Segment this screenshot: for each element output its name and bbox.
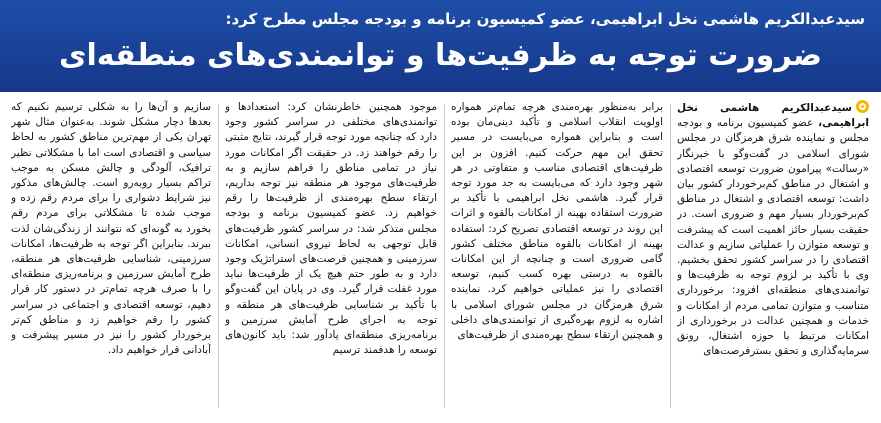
article-column-4: سازیم و آن‌ها را به شکلی ترسیم نکنیم که بعدها دچار مشکل شوند. به‌عنوان مثال شهر تهران یکی از مهم‌ترین مناطق کشور به لحاظ سیاسی و اقتصادی است اما با مشکلاتی نظیر ترافیک، آلودگی و چالش مسکن به موجب تراکم بسیار روبه‌رو است. چالش‌های مذکور نیز شرایط دشواری را برای مردم رقم زده و موجب شده تا مشکلاتی برای مردم رقم بخورد به گونه‌ای که نتوانند از زندگی‌شان لذت ببرند. بنابراین اگر توجه به ظرفیت‌ها، امکانات سرزمینی، شناسایی ظرفیت‌های هر منطقه، طرح آمایش سرزمین و برنامه‌ریزی منطقه‌ای را با صرف هرچه تمام‌تر در دستور کار قرار دهیم، توسعه اقتصادی و اجتماعی در سراسر کشور را رقم خواهیم زد و مناطق کم‌تر برخوردار کشور را نیز در مسیر پیشرفت و آبادانی قرار خواهیم داد. bbox=[11, 101, 211, 357]
column-divider bbox=[444, 104, 445, 408]
article-column-1 bbox=[677, 100, 869, 418]
article-column-3: موجود همچنین خاطرنشان کرد: استعدادها و توانمندی‌های مختلفی در سراسر کشور وجود دارد که چنانچه مورد توجه قرار گیرند، نتایج مثبتی را رقم خواهند زد. در حقیقت اگر امکانات مورد نیاز در تمامی مناطق را فراهم سازیم و به ظرفیت‌های موجود هر منطقه نیز توجه بداریم، ارتقاء سطح بهره‌مندی از ظرفیت‌ها را رقم خواهیم زد. عضو کمیسیون برنامه و بودجه مجلس متذکر شد: در سراسر کشور ظرفیت‌های قابل توجهی به لحاظ نیروی انسانی، امکانات سرزمینی و همچنین فرصت‌های استراتژیک وجود دارد و به طور حتم هیچ یک از ظرفیت‌ها نباید مورد غفلت قرار گیرد. وی در پایان این گفت‌وگو با تأکید بر شناسایی ظرفیت‌های هر منطقه و توجه به اجرای طرح آمایش سرزمین و برنامه‌ریزی منطقه‌ای یادآور شد: باید کانون‌های توسعه را هدفمند ترسیم bbox=[225, 101, 437, 357]
article-header bbox=[0, 0, 881, 92]
article-column-1-text: عضو کمیسیون برنامه و بودجه مجلس و نماینده شرق هرمزگان در مجلس شورای اسلامی در گفت‌وگو با خبرنگار «رسالت» پیرامون ضرورت توسعه اقتصادی و اشتغال در مناطق کم‌برخوردار کشور بیان داشت: توسعه اقتصادی و اشتغال در مناطق کم‌برخوردار بسیار مهم و ضروری است. در حقیقت بسیار حائز اهمیت است که پیشرفت و توسعه متوازن را عملیاتی سازیم و عدالت اقتصادی را در سراسر کشور تحقق بخشیم. وی با تأکید بر لزوم توجه به ظرفیت‌ها و توانمندی‌های منطقه‌ای افزود: برخورداری متناسب و متوازن تمامی مردم از امکانات و خدمات و همچنین عدالت در برخورداری از امکانات مرتبط با حوزه اشتغال، رونق سرمایه‌گذاری و تحقق بسترفرصت‌های bbox=[677, 117, 869, 358]
article-body bbox=[0, 92, 881, 423]
article-headline: ضرورت توجه به ظرفیت‌ها و توانمندی‌های منطقه‌ای bbox=[59, 38, 822, 73]
column-divider bbox=[218, 104, 219, 408]
article-lead: سیدعبدالکریم هاشمی نخل ابراهیمی، bbox=[677, 102, 869, 130]
column-divider bbox=[670, 104, 671, 408]
bullet-icon bbox=[856, 100, 869, 113]
article-kicker: سیدعبدالکریم هاشمی نخل ابراهیمی، عضو کمیسیون برنامه و بودجه مجلس مطرح کرد: bbox=[225, 10, 865, 28]
article-column-2: برابر به‌منظور بهره‌مندی هرچه تمام‌تر همواره اولویت انقلاب اسلامی و تأکید دینی‌مان بوده است و بنابراین همواره می‌بایست در مسیر تحقق این مهم حرکت کنیم. افزون بر این ظرفیت‌های اقتصادی مناسب و متفاوتی در هر شهر وجود دارد که می‌بایست به جد مورد توجه قرار گیرد. هاشمی نخل ابراهیمی با تأکید بر ضرورت استفاده بهینه از امکانات بالقوه و اثرات این روند در توسعه اقتصادی تصریح کرد: استفاده بهینه از امکانات بالقوه مناطق مختلف کشور گامی ضروری است و چنانچه از این امکانات بالقوه به درستی بهره کسب کنیم، توسعه اقتصادی را نیز عملیاتی خواهیم کرد. نماینده شرق هرمزگان در مجلس شورای اسلامی با اشاره به لزوم بهره‌گیری از توانمندی‌های داخلی و همچنین ارتقاء سطح بهره‌مندی از ظرفیت‌های bbox=[451, 101, 663, 342]
